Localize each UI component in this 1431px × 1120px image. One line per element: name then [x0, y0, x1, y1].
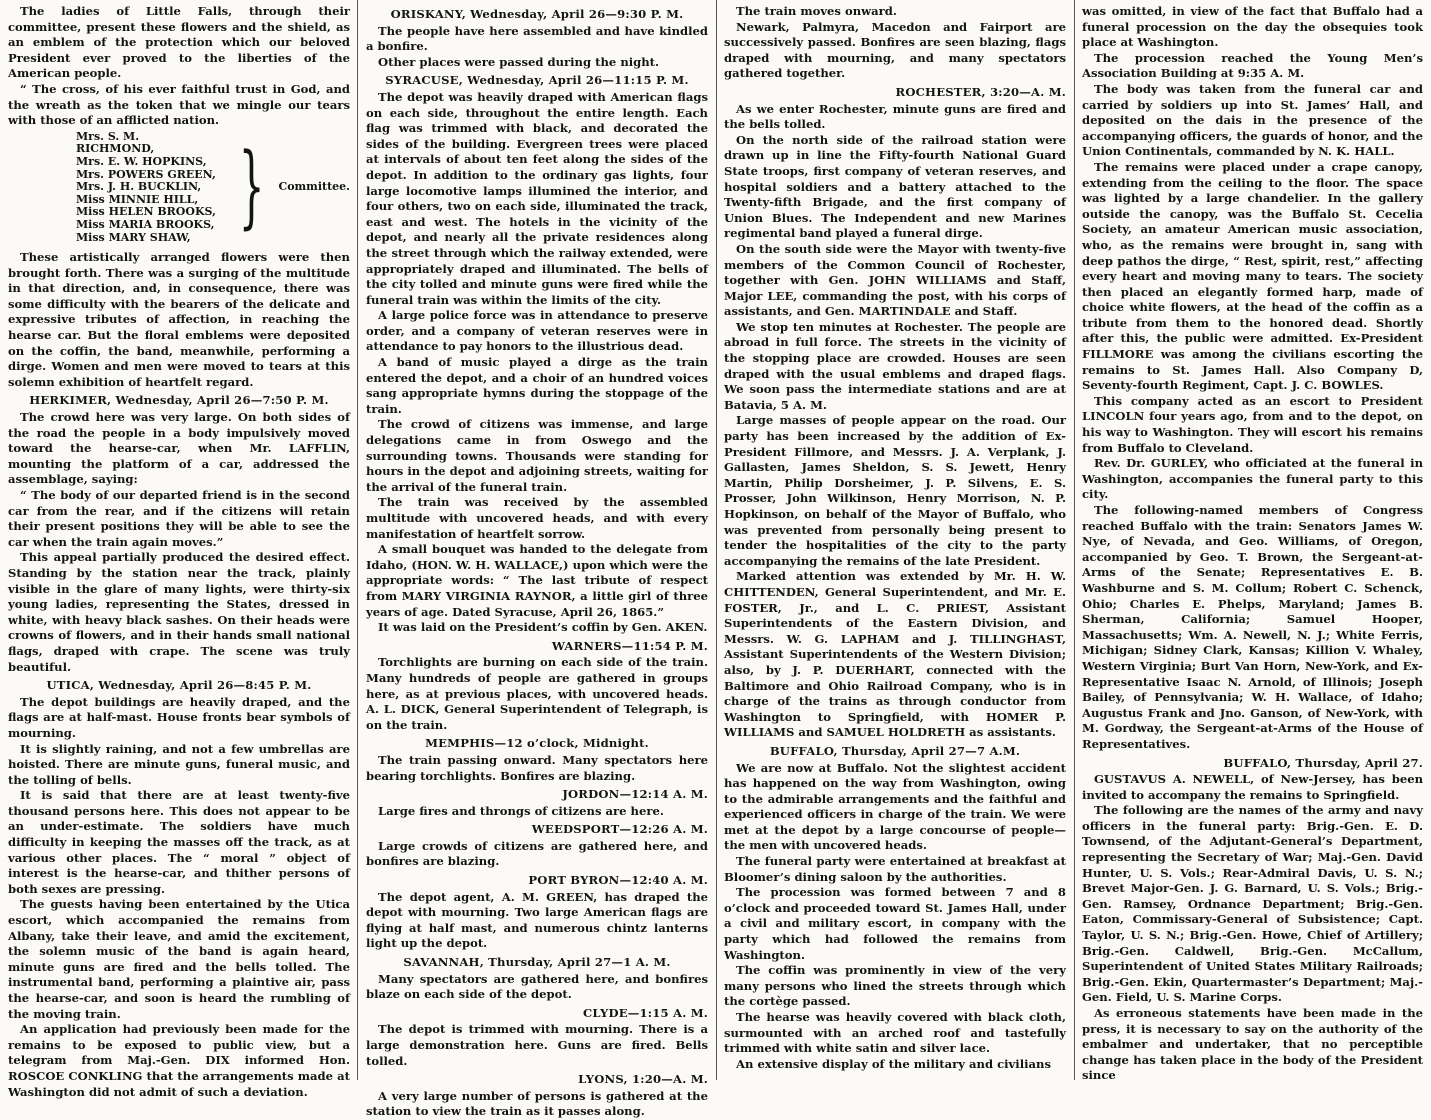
paragraph: Large crowds of citizens are gathered here, and bonfires are blazing. — [366, 838, 708, 869]
dateline: JORDON—12:14 A. M. — [562, 787, 708, 802]
paragraph: As we enter Rochester, minute guns are fired and the bells tolled. — [724, 101, 1066, 132]
paragraph: A band of music played a dirge as the train entered the depot, and a choir of an hundred voices sang appropriate hymns during the stoppage of the train. — [366, 355, 708, 416]
committee-member: Mrs. E. W. HOPKINS, — [76, 154, 207, 168]
dateline: UTICA, Wednesday, April 26—8:45 P. M. — [46, 678, 312, 693]
paragraph: On the south side were the Mayor with twenty-five members of the Common Council of Rochester, together with Gen. JOHN WILLIAMS and Staff, Major LEE, commanding the post, with his corps of assistants, and Gen. MARTINDALE and Staff. — [724, 241, 1066, 319]
committee-member: Mrs. POWERS GREEN, — [76, 167, 216, 181]
committee-member: Mrs. J. H. BUCKLIN, — [76, 180, 202, 194]
committee-member: Miss MARY SHAW, — [76, 230, 191, 244]
paragraph: The procession reached the Young Men’s Association Building at 9:35 A. M. — [1082, 50, 1423, 81]
paragraph: On the north side of the railroad station were drawn up in line the Fifty-fourth National Guard State troops, first company of veteran reserves, and hospital soldiers and a battery attached to the Twenty-fifth Brigade, and the first company of Union Blues. The Independent and new Marines regimental band played a funeral dirge. — [724, 132, 1066, 241]
column-1 — [0, 0, 358, 1099]
dateline: ORISKANY, Wednesday, April 26—9:30 P. M. — [390, 7, 684, 21]
paragraph: It is said that there are at least twenty-five thousand persons here. This does not appear to be an under-estimate. The soldiers have much difficulty in keeping the masses off the track, as at various other places. The “ moral ” object of interest is the hearse-car, and thither persons of both sexes are pressing. — [8, 788, 350, 896]
paragraph: These artistically arranged flowers were then brought forth. There was a surging of the multitude in that direction, and, in consequence, there was some difficulty with the bearers of the delicate and expressive tributes of affection, in reaching the hearse car. But the floral emblems were deposited on the coffin, the band, meanwhile, performing a dirge. Women and men were moved to tears at this solemn exhibition of heartfelt regard. — [8, 250, 350, 389]
paragraph: Large masses of people appear on the road. Our party has been increased by the addition of Ex-President Fillmore, and Messrs. J. A. Verplank, J. Gallasten, James Sheldon, S. S. Jewett, Henry Martin, Philip Dorsheimer, J. P. Silvens, E. S. Prosser, John Wilkinson, Henry Morrison, N. P. Hopkinson, on behalf of the Mayor of Buffalo, who was prevented from personally being present to tender the hospitalities of the city to the party accompanying the remains of the late President. — [724, 413, 1066, 568]
paragraph: The following-named members of Congress reached Buffalo with the train: Senators James W. Nye, of Nevada, and Geo. Williams, of Oregon, accompanied by Geo. T. Brown, the Sergeant-at-Arms of the Senate; Representatives E. B. Washburne and S. M. Collum; Robert C. Schenck, Ohio; Charles E. Phelps, Maryland; James B. Sherman, California; Samuel Hooper, Massachusetts; Wm. A. Newell, N. J.; White Ferris, Michigan; Sidney Clark, Kansas; Killion V. Whaley, Western Virginia; Burt Van Horn, New-York, and Ex-Representative Isaac N. Arnold, of Illinois; Joseph Bailey, of Pennsylvania; W. H. Wallace, of Idaho; Augustus Frank and Jno. Ganson, of New-York, with M. Gordway, the Sergeant-at-Arms of the House of Representatives. — [1082, 503, 1423, 751]
column-4 — [1074, 0, 1431, 1083]
paragraph: The ladies of Little Falls, through their committee, present these flowers and the shield, as an emblem of the protection which our beloved President ever proved to the liberties of the American people. — [8, 4, 350, 81]
paragraph: The depot is trimmed with mourning. There is a large demonstration here. Guns are fired. Bells tolled. — [366, 1022, 708, 1068]
paragraph: This appeal partially produced the desired effect. Standing by the station near the track, plainly visible in the glare of many lights, were thirty-six young ladies, representing the States, dressed in white, with heavy black sashes. On their heads were crowns of flowers, and in their hands small national flags, draped with crape. The scene was truly beautiful. — [8, 550, 350, 674]
brace-glyph: } — [238, 134, 265, 240]
paragraph: An extensive display of the military and civilians — [736, 1056, 1051, 1071]
committee-member: Miss MINNIE HILL, — [76, 192, 199, 206]
dateline: WARNERS—11:54 P. M. — [551, 638, 708, 653]
dateline: MEMPHIS—12 o’clock, Midnight. — [425, 736, 649, 751]
dateline: BUFFALO, Thursday, April 27. — [1223, 755, 1423, 770]
dateline: ROCHESTER, 3:20—A. M. — [895, 84, 1066, 99]
paragraph: “ The cross, of his ever faithful trust in God, and the wreath as the token that we mingle our tears with those of an afflicted nation. — [8, 81, 350, 128]
paragraph: The procession was formed between 7 and 8 o’clock and proceeded toward St. James Hall, under a civil and military escort, in company with the party which had followed the remains from Washington. — [724, 885, 1066, 962]
paragraph: It was laid on the President’s coffin by Gen. AKEN. — [378, 620, 708, 635]
paragraph: We are now at Buffalo. Not the slightest accident has happened on the way from Washington, owing to the admirable arrangements and the faithful and experienced officers in charge of the train. We were met at the depot by a large concourse of people—the men with uncovered heads. — [724, 760, 1066, 853]
column-3 — [716, 0, 1074, 1080]
paragraph: “ The body of our departed friend is in the second car from the rear, and if the citizens will retain their present positions they will be able to see the car when the train again moves.” — [8, 488, 350, 549]
paragraph: This company acted as an escort to President LINCOLN four years ago, from and to the depot, on his way to Washington. They will escort his remains from Buffalo to Cleveland. — [1082, 393, 1423, 455]
dateline: SYRACUSE, Wednesday, April 26—11:15 P. M. — [385, 73, 689, 88]
dateline: WEEDSPORT—12:26 A. M. — [531, 822, 708, 837]
paragraph: The remains were placed under a crape canopy, extending from the ceiling to the floor. The space was lighted by a large chandelier. In the gallery outside the canopy, was the Buffalo St. Cecelia Society, an amateur American music association, who, as the remains were brought in, sang with deep pathos the dirge, “ Rest, spirit, rest,” affecting every heart and moving many to tears. The society then placed an elegantly formed harp, made of choice white flowers, at the head of the coffin as a tribute from them to the honored dead. Shortly after this, the public were admitted. Ex-President FILLMORE was among the civilians escorting the remains to St. James Hall. Also Company D, Seventy-fourth Regiment, Capt. J. C. BOWLES. — [1082, 159, 1423, 393]
column-rule — [1074, 0, 1075, 1080]
paragraph: The train passing onward. Many spectators here bearing torchlights. Bonfires are blazing. — [366, 752, 708, 783]
paragraph: The hearse was heavily covered with black cloth, surmounted with an arched roof and tastefully trimmed with white satin and silver lace. — [724, 1010, 1066, 1056]
paragraph: Torchlights are burning on each side of the train. Many hundreds of people are gathered in groups here, as at previous places, with uncovered heads. A. L. DICK, General Superintendent of Telegraph, is on the train. — [366, 655, 708, 732]
paragraph: The funeral party were entertained at breakfast at Bloomer’s dining saloon by the authorities. — [724, 854, 1066, 884]
paragraph: The people have here assembled and have kindled a bonfire. — [366, 23, 708, 54]
committee-names — [76, 131, 219, 244]
paragraph: The train moves onward. — [736, 4, 897, 18]
paragraph: The guests having been entertained by the Utica escort, which accompanied the remains from Albany, take their leave, and amid the excitement, the solemn music of the band is again heard, minute guns are fired and the bells tolled. The instrumental band, performing a plaintive air, pass the hearse-car, and soon is heard the rumbling of the moving train. — [8, 897, 350, 1021]
paragraph: We stop ten minutes at Rochester. The people are abroad in full force. The streets in the vicinity of the stopping place are crowded. Houses are seen draped with the usual emblems and draped flags. We soon pass the intermediate stations and are at Batavia, 5 A. M. — [724, 319, 1066, 412]
paragraph: The body was taken from the funeral car and carried by soldiers up into St. James’ Hall, and deposited on the dais in the presence of the accompanying officers, the guards of honor, and the Union Continentals, commanded by N. K. HALL. — [1082, 81, 1423, 159]
paragraph: GUSTAVUS A. NEWELL, of New-Jersey, has been invited to accompany the remains to Springfield. — [1082, 772, 1423, 802]
column-2 — [358, 0, 716, 1119]
paragraph: A very large number of persons is gathered at the station to view the train as it passes along. — [366, 1088, 708, 1119]
paragraph: Large fires and throngs of citizens are here. — [378, 803, 664, 818]
paragraph: Marked attention was extended by Mr. H. W. CHITTENDEN, General Superintendent, and Mr. E. FOSTER, Jr., and L. C. PRIEST, Assistant Superintendents of the Eastern Division, and Messrs. W. G. LAPHAM and J. TILLINGHAST, Assistant Superintendents of the Western Division; also, by J. P. DUERHART, connected with the Baltimore and Ohio Railroad Company, who is in charge of the trains as through conductor from Washington to Springfield, with HOMER P. WILLIAMS and SAMUEL HOLDRETH as assistants. — [724, 569, 1066, 740]
paragraph: The depot agent, A. M. GREEN, has draped the depot with mourning. Two large American flags are flying at half mast, and numerous chintz lanterns light up the depot. — [366, 889, 708, 951]
paragraph: The depot buildings are heavily draped, and the flags are at half-mast. House fronts bear symbols of mourning. — [8, 694, 350, 740]
committee-member: Miss HELEN BROOKS, — [76, 205, 216, 219]
paragraph: was omitted, in view of the fact that Buffalo had a funeral procession on the day the obsequies took place at Washington. — [1082, 4, 1423, 50]
dateline: SAVANNAH, Thursday, April 27—1 A. M. — [403, 955, 671, 970]
committee-member: Miss MARIA BROOKS, — [76, 217, 215, 231]
paragraph: The coffin was prominently in view of the very many persons who lined the streets through which the cortège passed. — [724, 963, 1066, 1009]
paragraph: It is slightly raining, and not a few umbrellas are hoisted. There are minute guns, funeral music, and the tolling of bells. — [8, 741, 350, 787]
paragraph: The train was received by the assembled multitude with uncovered heads, and with every manifestation of heartfelt sorrow. — [366, 495, 708, 541]
committee-list — [76, 131, 350, 244]
dateline: BUFFALO, Thursday, April 27—7 A.M. — [769, 743, 1021, 758]
column-rule — [357, 0, 358, 1080]
paragraph: Other places were passed during the night. — [378, 54, 660, 69]
paragraph: The crowd of citizens was immense, and large delegations came in from Oswego and the surrounding towns. Thousands were standing for hours in the depot and adjoining streets, waiting for the arrival of the funeral train. — [366, 417, 708, 494]
paragraph: An application had previously been made for the remains to be exposed to public view, but a telegram from Maj.-Gen. DIX informed Hon. ROSCOE CONKLING that the arrangements made at Washington did not admit of such a deviation. — [8, 1022, 350, 1099]
paragraph: Rev. Dr. GURLEY, who officiated at the funeral in Washington, accompanies the funeral party to this city. — [1082, 456, 1423, 502]
paragraph: A large police force was in attendance to preserve order, and a company of veteran reserves were in attendance to pay honors to the illustrious dead. — [366, 308, 708, 354]
paragraph: A small bouquet was handed to the delegate from Idaho, (HON. W. H. WALLACE,) upon which were the appropriate words: “ The last tribute of respect from MARY VIRGINIA RAYNOR, a little girl of three years of age. Dated Syracuse, April 26, 1865.” — [366, 542, 708, 619]
paragraph: The crowd here was very large. On both sides of the road the people in a body impulsively moved toward the hearse-car, when Mr. LAFFLIN, mounting the platform of a car, addressed the assemblage, saying: — [8, 410, 350, 487]
dateline: PORT BYRON—12:40 A. M. — [528, 873, 708, 888]
paragraph: Many spectators are gathered here, and bonfires blaze on each side of the depot. — [366, 971, 708, 1002]
dateline: HERKIMER, Wednesday, April 26—7:50 P. M. — [29, 393, 329, 408]
paragraph: The depot was heavily draped with American flags on each side, throughout the entire length. Each flag was trimmed with black, and decorated the sides of the building. Evergreen trees were placed at intervals of about ten feet along the sides of the depot. In addition to the ordinary gas lights, four large locomotive lamps illumined the interior, and four others, two on each side, illuminated the track, east and west. The hotels in the vicinity of the depot, and nearly all the private residences along the street through which the railway extended, were appropriately draped and illuminated. The bells of the city tolled and minute guns were fired while the funeral train was within the limits of the city. — [366, 89, 708, 307]
dateline: LYONS, 1:20—A. M. — [578, 1072, 708, 1087]
paragraph: As erroneous statements have been made in the press, it is necessary to say on the authority of the embalmer and undertaker, that no perceptible change has taken place in the body of the President since — [1082, 1006, 1423, 1083]
column-rule — [716, 0, 717, 1080]
committee-member: Mrs. S. M. RICHMOND, — [76, 129, 155, 156]
paragraph: The following are the names of the army and navy officers in the funeral party: Brig.-Gen. E. D. Townsend, of the Adjutant-General’s Department, representing the Secretary of War; Maj.-Gen. David Hunter, U. S. Vols.; Rear-Admiral Davis, U. S. N.; Brevet Major-Gen. J. G. Barnard, U. S. Vols.; Brig.-Gen. Ramsey, Ordnance Department; Brig.-Gen. Eaton, Commissary-General of Subsistence; Capt. Taylor, U. S. N.; Brig.-Gen. Howe, Chief of Artillery; Brig.-Gen. Caldwell, Brig.-Gen. McCallum, Superintendent of United States Military Railroads; Brig.-Gen. Ekin, Quartermaster’s Department; Maj.-Gen. Field, U. S. Marine Corps. — [1082, 803, 1423, 1005]
dateline: CLYDE—1:15 A. M. — [582, 1005, 708, 1020]
paragraph: Newark, Palmyra, Macedon and Fairport are successively passed. Bonfires are seen blazing, flags draped with mourning, and many spectators gathered together. — [724, 19, 1066, 81]
committee-label: Committee. — [278, 180, 350, 194]
